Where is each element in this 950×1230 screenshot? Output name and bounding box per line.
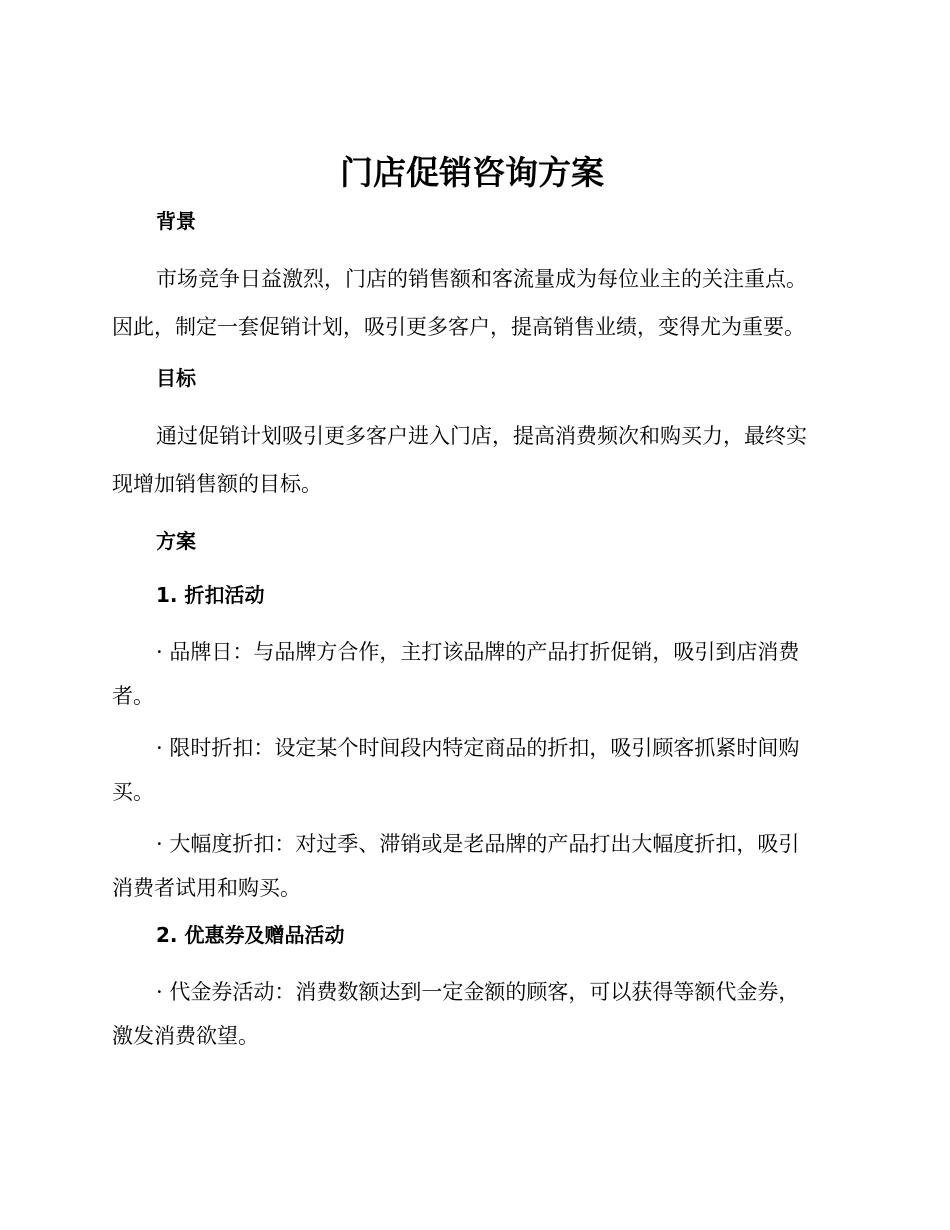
document-title: 门店促销咨询方案 [340, 153, 604, 192]
document-page [112, 148, 832, 1056]
paragraph-line: 因此，制定一套促销计划，吸引更多客户，提高销售业绩，变得尤为重要。 [112, 315, 805, 339]
background-paragraph [112, 255, 832, 351]
paragraph-line: 通过促销计划吸引更多客户进入门店，提高消费频次和购买力，最终实 [156, 424, 807, 448]
list-item-line: 消费者试用和购买。 [112, 876, 301, 900]
list-item-line: · 代金券活动：消费数额达到一定金额的顾客，可以获得等额代金券， [156, 980, 800, 1004]
list-item-line: 买。 [112, 780, 154, 804]
section-heading-plan: 方案 [156, 529, 196, 553]
paragraph-line: 现增加销售额的目标。 [112, 472, 322, 496]
list-item-line: · 限时折扣：设定某个时间段内特定商品的折扣，吸引顾客抓紧时间购 [156, 736, 800, 760]
list-item-line: · 大幅度折扣：对过季、滞销或是老品牌的产品打出大幅度折扣，吸引 [156, 832, 800, 856]
section-heading-background: 背景 [156, 209, 196, 233]
goal-paragraph [112, 412, 832, 508]
discount-item-brand-day [112, 628, 832, 716]
subheading-coupon: 2. 优惠券及赠品活动 [156, 923, 345, 947]
section-heading-goal: 目标 [156, 366, 196, 390]
list-item-line: · 品牌日：与品牌方合作，主打该品牌的产品打折促销，吸引到店消费 [156, 640, 800, 664]
list-item-line: 激发消费欲望。 [112, 1024, 259, 1048]
discount-item-limited-time [112, 724, 832, 812]
paragraph-line: 市场竞争日益激烈，门店的销售额和客流量成为每位业主的关注重点。 [156, 267, 807, 291]
discount-item-big-discount [112, 820, 832, 908]
subheading-discount: 1. 折扣活动 [156, 583, 265, 607]
coupon-item-voucher [112, 968, 832, 1056]
list-item-line: 者。 [112, 684, 154, 708]
